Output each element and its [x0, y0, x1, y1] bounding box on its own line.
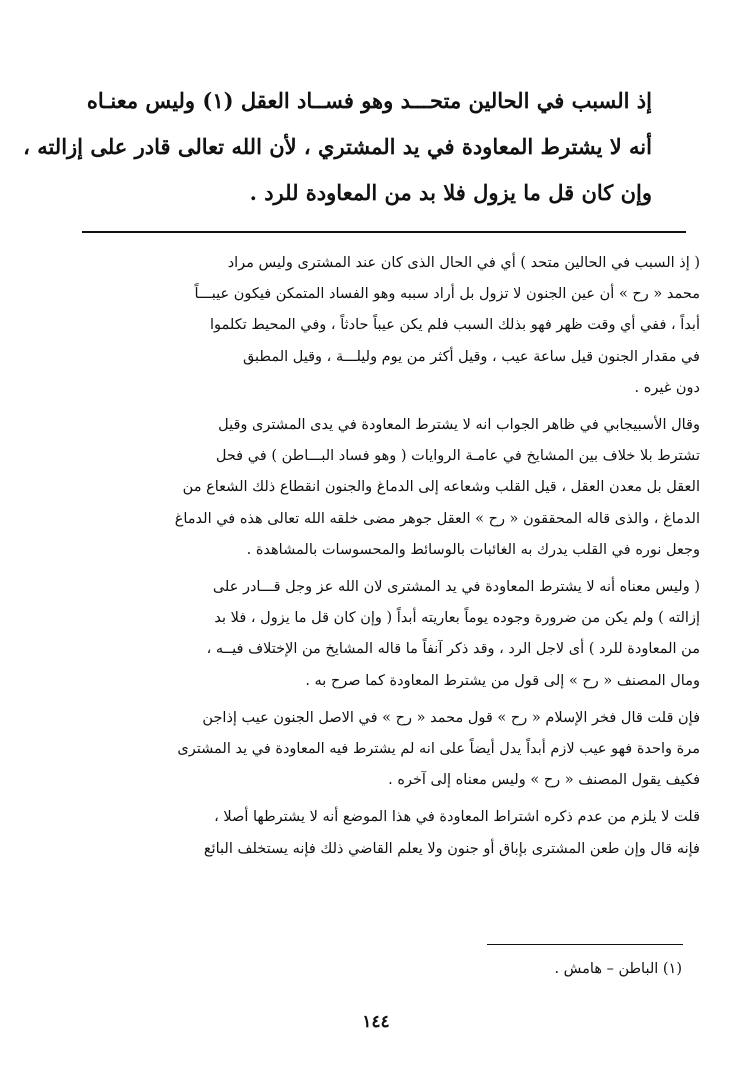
commentary-paragraph: [60, 248, 700, 404]
commentary-paragraph: [60, 410, 700, 566]
main-text-line: أنه لا يشترط المعاودة في يد المشتري ، لأن الله تعالى قادر على إزالته ،: [23, 134, 652, 159]
commentary-line: ( إذ السبب في الحالين متحد ) أي في الحال الذى كان عند المشترى وليس مراد: [227, 255, 700, 271]
commentary-line: فكيف يقول المصنف « رح » وليس معناه إلى آخره .: [388, 772, 700, 789]
commentary-line: أبداً ، ففي أي وقت ظهر فهو بذلك السبب فلم يكن عيباً حادثاً ، وفي المحيط تكلموا: [210, 317, 700, 334]
commentary-line: مرة واحدة فهو عيب لازم أبداً يدل أيضاً على انه لم يشترط فيه المعاودة في يد المشترى: [177, 741, 700, 758]
commentary-line: في مقدار الجنون قيل ساعة عيب ، وقيل أكثر من يوم وليلـــة ، وقيل المطبق: [242, 348, 700, 365]
commentary-line: محمد « رح » أن عين الجنون لا تزول بل أراد سببه وهو الفساد المتمكن فيكون عيبـــاً: [194, 286, 700, 303]
commentary-line: العقل بل معدن العقل ، قيل القلب وشعاعه إلى الدماغ والجنون انقطاع ذلك الشعاع من: [182, 479, 700, 496]
commentary-line: تشترط بلا خلاف بين المشايخ في عامـة الروايات ( وهو فساد البـــاطن ) في فحل: [215, 448, 700, 465]
main-text-line: وإن كان قل ما يزول فلا بد من المعاودة للرد .: [249, 180, 652, 205]
commentary: [60, 248, 700, 871]
commentary-line: وقال الأسبيجابي في ظاهر الجواب انه لا يشترط المعاودة في يدى المشترى وقيل: [218, 417, 700, 434]
commentary-paragraph: [60, 802, 700, 864]
commentary-line: من المعاودة للرد ) أى لاجل الرد ، وقد ذكر آنفاً ما قاله المشايخ من الإختلاف فيــه ،: [206, 641, 700, 658]
main-text-line: إذ السبب في الحالين متحـــد وهو فســاد العقل (١) وليس معنـاه: [86, 88, 652, 113]
commentary-line: فإن قلت قال فخر الإسلام « رح » قول محمد « رح » في الاصل الجنون عيب إذاجن: [202, 709, 700, 726]
commentary-line: ( وليس معناه أنه لا يشترط المعاودة في يد المشترى لان الله عز وجل قـــادر على: [212, 579, 700, 596]
commentary-line: فإنه قال وإن طعن المشترى بإباق أو جنون ولا يعلم القاضي ذلك فإنه يستخلف البائع: [203, 840, 700, 857]
commentary-line: ومال المصنف « رح » إلى قول من يشترط المعاودة كما صرح به .: [305, 672, 700, 689]
commentary-line: وجعل نوره في القلب يدرك به الغائبات بالوسائط والمحسوسات بالمشاهدة .: [246, 541, 700, 558]
commentary-line: دون غيره .: [634, 379, 700, 396]
commentary-line: قلت لا يلزم من عدم ذكره اشتراط المعاودة في هذا الموضع أنه لا يشترطها أصلا ،: [214, 809, 700, 826]
commentary-line: إزالته ) ولم يكن من ضرورة وجوده يوماً بعاريته أبداً ( وإن كان قل ما يزول ، فلا بد: [214, 610, 700, 627]
page-number: ١٤٤: [362, 1012, 390, 1032]
commentary-paragraph: [60, 703, 700, 797]
footnote: (١) الباطن – هامش .: [554, 961, 682, 977]
commentary-paragraph: [60, 572, 700, 697]
footnote-divider: [487, 944, 683, 945]
commentary-line: الدماغ ، والذى قاله المحققون « رح » العقل جوهر مضى خلقه الله تعالى هذه في الدماغ: [174, 510, 700, 527]
main-text: [23, 78, 652, 216]
section-divider: [82, 231, 686, 233]
